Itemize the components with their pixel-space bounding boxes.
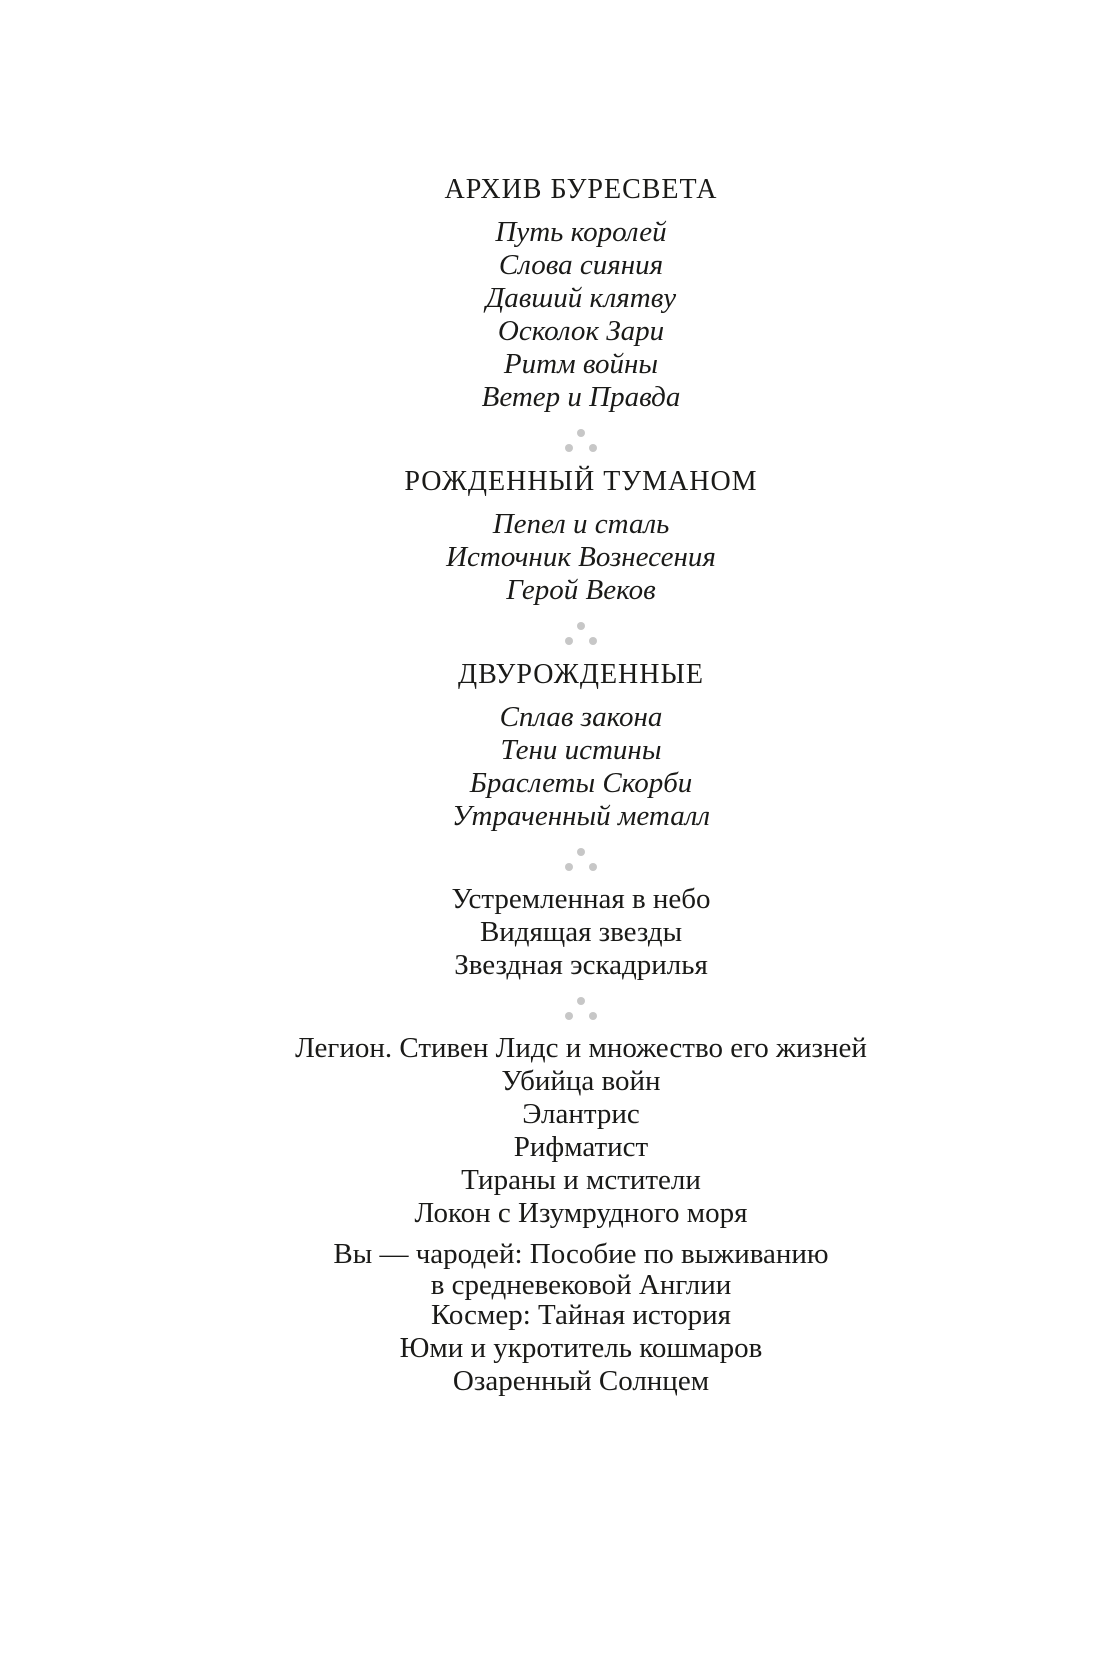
- book-title: Браслеты Скорби: [469, 767, 693, 799]
- book-title: Звездная эскадрилья: [454, 949, 708, 981]
- section-divider-ornament: [551, 622, 611, 645]
- book-title: Осколок Зари: [497, 315, 665, 347]
- book-title: Ритм войны: [503, 348, 659, 380]
- book-title: Слова сияния: [498, 249, 664, 281]
- series-title-list: [62, 701, 1100, 833]
- title-list: [62, 883, 1100, 982]
- book-title: Юми и укротитель кошмаров: [399, 1332, 763, 1364]
- section-divider-ornament: [551, 997, 611, 1020]
- ornament-dot: [577, 429, 585, 437]
- series-header: РОЖДЕННЫЙ ТУМАНОМ: [404, 466, 758, 497]
- ornament-dot: [577, 997, 585, 1005]
- ornament-dot: [565, 444, 573, 452]
- book-title: Видящая звезды: [479, 916, 683, 948]
- ornament-dot: [577, 622, 585, 630]
- book-title-line-2: в средневековой Англии: [430, 1269, 732, 1301]
- book-title: Элантрис: [522, 1098, 640, 1130]
- ornament-dot-row: [565, 637, 597, 645]
- series-header: АРХИВ БУРЕСВЕТА: [444, 174, 718, 205]
- series-header: ДВУРОЖДЕННЫЕ: [457, 659, 705, 690]
- book-title: Убийца войн: [501, 1065, 661, 1097]
- ornament-dot: [565, 863, 573, 871]
- ornament-dot-row: [565, 863, 597, 871]
- book-title: Сплав закона: [499, 701, 663, 733]
- ornament-dot: [589, 637, 597, 645]
- book-title: Устремленная в небо: [451, 883, 711, 915]
- book-title: Легион. Стивен Лидс и множество его жизней: [295, 1032, 867, 1064]
- title-group-standalone: [62, 1032, 1100, 1398]
- book-title: Источник Вознесения: [446, 541, 716, 573]
- ornament-dot: [589, 444, 597, 452]
- ornament-dot-row: [565, 1012, 597, 1020]
- series-section-stormlight: [62, 172, 1100, 414]
- book-title: Тираны и мстители: [461, 1164, 701, 1196]
- book-title: Рифматист: [513, 1131, 649, 1163]
- ornament-dot: [565, 637, 573, 645]
- series-title-list: [62, 508, 1100, 607]
- title-list: [62, 1032, 1100, 1398]
- book-title: Герой Веков: [506, 574, 656, 606]
- book-title: Утраченный металл: [451, 800, 711, 832]
- book-title: Тени истины: [500, 734, 662, 766]
- book-title: Путь королей: [495, 216, 667, 248]
- book-title: Озаренный Солнцем: [452, 1365, 710, 1397]
- book-title: Космер: Тайная история: [431, 1299, 731, 1331]
- ornament-dot: [589, 1012, 597, 1020]
- title-group-skyward: [62, 883, 1100, 982]
- ornament-dot: [589, 863, 597, 871]
- book-title-line-1: Вы — чародей: Пособие по выживанию: [333, 1238, 829, 1270]
- ornament-dot-row: [565, 444, 597, 452]
- book-title: Пепел и сталь: [492, 508, 670, 540]
- series-title-list: [62, 216, 1100, 414]
- book-title: Локон с Изумрудного моря: [414, 1197, 748, 1229]
- series-section-twinborn: [62, 657, 1100, 833]
- ornament-dot: [565, 1012, 573, 1020]
- book-title: Ветер и Правда: [481, 381, 681, 413]
- book-title: Давший клятву: [485, 282, 677, 314]
- section-divider-ornament: [551, 848, 611, 871]
- series-section-mistborn: [62, 464, 1100, 607]
- ornament-dot: [577, 848, 585, 856]
- section-divider-ornament: [551, 429, 611, 452]
